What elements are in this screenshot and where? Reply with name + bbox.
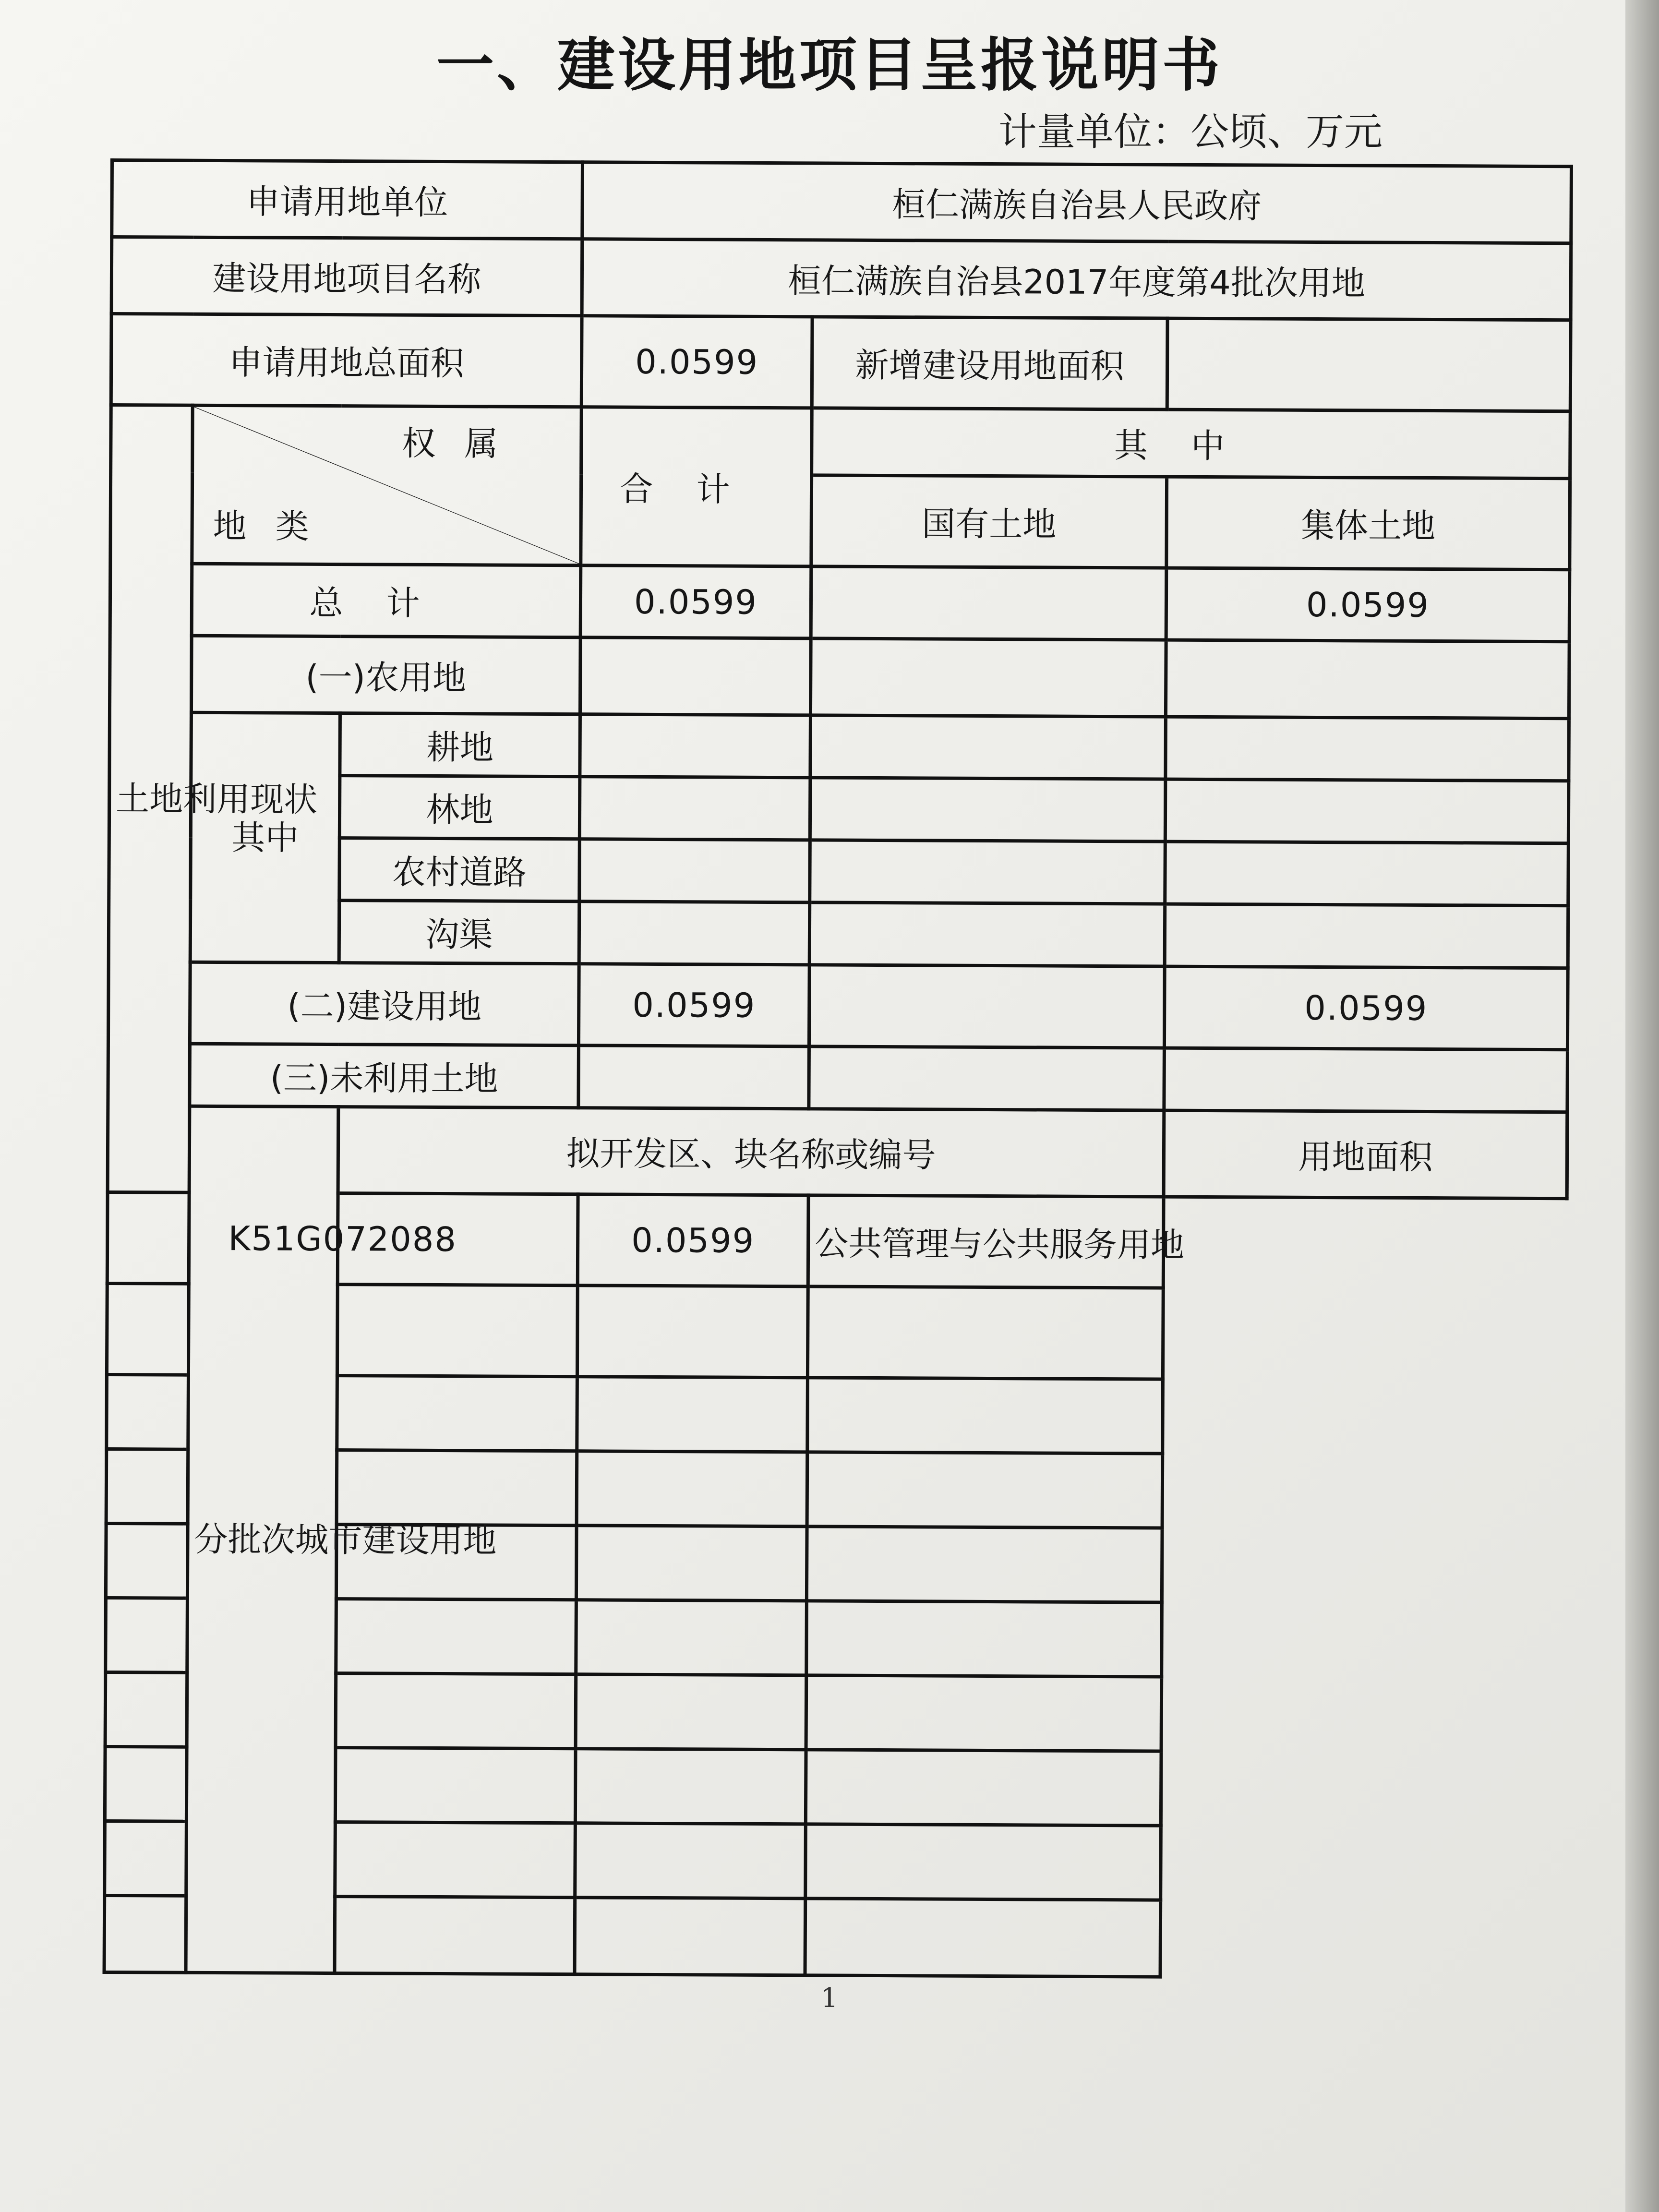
empty-cell (575, 1749, 806, 1824)
state-cell (809, 965, 1165, 1048)
total-cell (578, 1046, 809, 1109)
subgroup-label: 其中 (190, 712, 340, 962)
row-label: (三)未利用土地 (190, 1044, 579, 1108)
empty-cell (807, 1378, 1163, 1454)
empty-cell (576, 1674, 806, 1750)
empty-cell (577, 1286, 808, 1378)
total-cell (579, 777, 810, 840)
table-row (107, 1283, 1566, 1381)
state-cell (810, 840, 1166, 904)
empty-cell (577, 1377, 808, 1452)
total-cell (580, 637, 811, 715)
table-row (105, 1672, 1565, 1753)
table-row (108, 962, 1568, 1049)
state-cell (810, 778, 1166, 842)
empty-cell (806, 1527, 1162, 1602)
total-area-label: 申请用地总面积 (111, 314, 582, 407)
collective-header: 集体土地 (1166, 477, 1570, 570)
collective-cell (1165, 779, 1569, 843)
applicant-value: 桓仁满族自治县人民政府 (582, 162, 1572, 243)
empty-cell (805, 1899, 1161, 1977)
application-form-table (102, 158, 1573, 1980)
empty-cell (807, 1452, 1163, 1528)
total-cell (579, 902, 810, 965)
empty-cell (805, 1824, 1161, 1900)
batch-header-row (108, 1106, 1567, 1198)
diag-ownership-label: 权属 (402, 423, 527, 464)
empty-cell (576, 1600, 807, 1675)
collective-cell (1165, 842, 1569, 906)
table-row (108, 1043, 1568, 1112)
project-name-value: 桓仁满族自治县2017年度第4批次用地 (582, 239, 1571, 320)
total-cell: 0.0599 (578, 964, 809, 1046)
state-cell (809, 902, 1165, 966)
table-row (109, 636, 1569, 719)
row-label: (一)农用地 (191, 636, 580, 714)
empty-cell (105, 1746, 576, 1823)
empty-cell (105, 1672, 576, 1748)
total-area-value: 0.0599 (581, 316, 812, 408)
row-label: 沟渠 (339, 901, 579, 964)
project-name-label: 建设用地项目名称 (111, 237, 582, 316)
empty-cell (107, 1374, 577, 1451)
batch-area-cell: 0.0599 (577, 1194, 808, 1286)
row-label: 农村道路 (339, 838, 580, 902)
batch-header-code: 拟开发区、块名称或编号 (338, 1107, 1164, 1197)
empty-cell (807, 1286, 1163, 1379)
row-ownership-header (111, 405, 1571, 479)
of-which-header: 其中 (812, 408, 1571, 479)
total-cell (579, 839, 810, 902)
new-area-label: 新增建设用地面积 (812, 317, 1167, 409)
diag-land-type-label: 地类 (213, 506, 338, 547)
table-row (105, 1821, 1564, 1901)
total-cell (580, 714, 811, 778)
row-total-area (111, 314, 1571, 411)
empty-cell (806, 1675, 1162, 1751)
state-cell (811, 566, 1166, 640)
empty-cell (575, 1898, 805, 1975)
collective-cell (1166, 717, 1569, 781)
diagonal-header-cell (192, 405, 581, 565)
state-cell (810, 715, 1166, 779)
new-area-value (1167, 318, 1571, 411)
table-row (109, 712, 1569, 781)
batch-use-cell: 公共管理与公共服务用地 (808, 1195, 1164, 1288)
batch-code-cell: K51G072088 (107, 1192, 578, 1285)
empty-cell (806, 1601, 1162, 1677)
empty-cell (106, 1598, 577, 1674)
state-cell (810, 638, 1166, 717)
table-row (105, 1746, 1564, 1827)
table-row (104, 1895, 1564, 1978)
row-label: 耕地 (340, 713, 580, 777)
empty-cell (106, 1449, 577, 1525)
batch-header-area: 用地面积 (1164, 1110, 1567, 1199)
empty-cell (576, 1526, 807, 1601)
total-cell: 0.0599 (580, 565, 811, 638)
document-title: 一、建设用地项目呈报说明书 (436, 32, 1223, 99)
empty-cell (805, 1750, 1161, 1826)
table-row (107, 1192, 1567, 1289)
row-label: (二)建设用地 (190, 962, 579, 1046)
row-label: 总计 (192, 564, 581, 637)
table-row (110, 564, 1570, 642)
page-number: 1 (821, 1983, 838, 2014)
row-label: 林地 (339, 776, 580, 839)
applicant-label: 申请用地单位 (112, 160, 583, 239)
batch-section-label: 分批次城市建设用地 (186, 1106, 338, 1973)
state-owned-header: 国有土地 (811, 475, 1167, 568)
empty-cell (577, 1451, 807, 1527)
empty-cell (105, 1821, 576, 1897)
table-row (106, 1598, 1565, 1678)
collective-cell (1165, 904, 1568, 968)
collective-cell (1164, 1048, 1568, 1112)
row-project-name (111, 237, 1571, 320)
collective-cell: 0.0599 (1166, 568, 1570, 642)
land-status-section-label: 土地利用现状 (108, 405, 192, 1193)
page-edge-shadow (1625, 0, 1659, 2212)
collective-cell (1166, 640, 1569, 719)
empty-cell (575, 1823, 806, 1899)
row-applicant (112, 160, 1572, 243)
empty-cell (107, 1283, 577, 1376)
collective-cell: 0.0599 (1164, 966, 1568, 1050)
table-row (107, 1374, 1566, 1455)
state-cell (809, 1046, 1165, 1110)
unit-note: 计量单位：公顷、万元 (998, 109, 1382, 154)
empty-cell (104, 1895, 575, 1974)
total-col-header: 合计 (581, 407, 812, 566)
